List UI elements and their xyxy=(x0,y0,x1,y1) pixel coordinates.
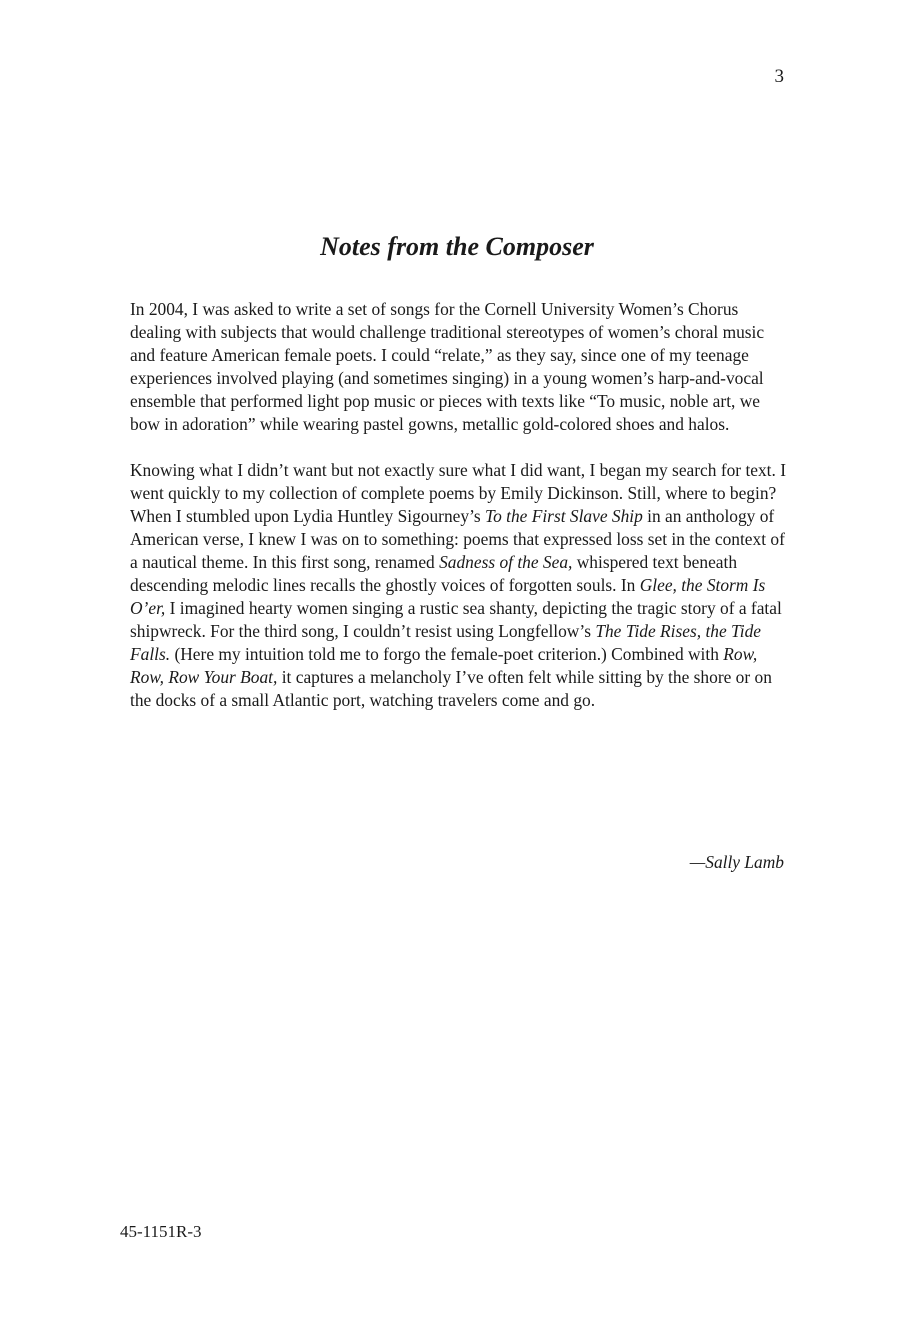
paragraph-text: it captures a melancholy I’ve often felt while sitting by the shore or on the docks of a small Atlantic port, watching travelers come and go. xyxy=(130,667,772,710)
italic-title-text: Glee, the Storm Is O’er, xyxy=(130,575,766,618)
paragraph-text: Knowing what I didn’t want but not exactly sure what I did want, I began my search for text. I went quickly to my collection of complete poems by Emily Dickinson. Still, where to begin? When I stumbled upon Lydia Huntley Sigourney’s xyxy=(130,460,787,526)
italic-title-text: Sadness of the Sea, xyxy=(439,552,573,572)
page-number: 3 xyxy=(774,66,784,87)
paragraph-text: in an anthology of American verse, I knew I was on to something: poems that expressed loss set in the context of a nautical theme. In this first song, renamed xyxy=(130,506,785,572)
paragraph-text: I imagined hearty women singing a rustic sea shanty, depicting the tragic story of a fatal shipwreck. For the third song, I couldn’t resist using Longfellow’s xyxy=(130,598,782,641)
composer-notes-body xyxy=(130,298,790,735)
paragraph-text: (Here my intuition told me to forgo the female-poet criterion.) Combined with xyxy=(170,644,724,664)
catalog-number: 45-1151R-3 xyxy=(120,1222,202,1241)
italic-title-text: Row, Row, Row Your Boat, xyxy=(130,644,758,687)
paragraph-text: In 2004, I was asked to write a set of songs for the Cornell University Women’s Chorus dealing with subjects that would challenge traditional stereotypes of women’s choral music and feature American female poets. I could “relate,” as they say, since one of my teenage experiences involved playing (and sometimes singing) in a young women’s harp-and-vocal ensemble that performed light pop music or pieces with texts like “To music, noble art, we bow in adoration” while wearing pastel gowns, metallic gold-colored shoes and halos. xyxy=(130,299,765,434)
italic-title-text: The Tide Rises, the Tide Falls. xyxy=(130,621,762,664)
body-paragraph xyxy=(130,298,790,436)
paragraph-text: whispered text beneath descending melodic lines recalls the ghostly voices of forgotten souls. In xyxy=(130,552,738,595)
italic-title-text: To the First Slave Ship xyxy=(485,506,643,526)
page-title: Notes from the Composer xyxy=(320,232,594,261)
signature: —Sally Lamb xyxy=(689,852,784,872)
body-paragraph xyxy=(130,459,790,712)
